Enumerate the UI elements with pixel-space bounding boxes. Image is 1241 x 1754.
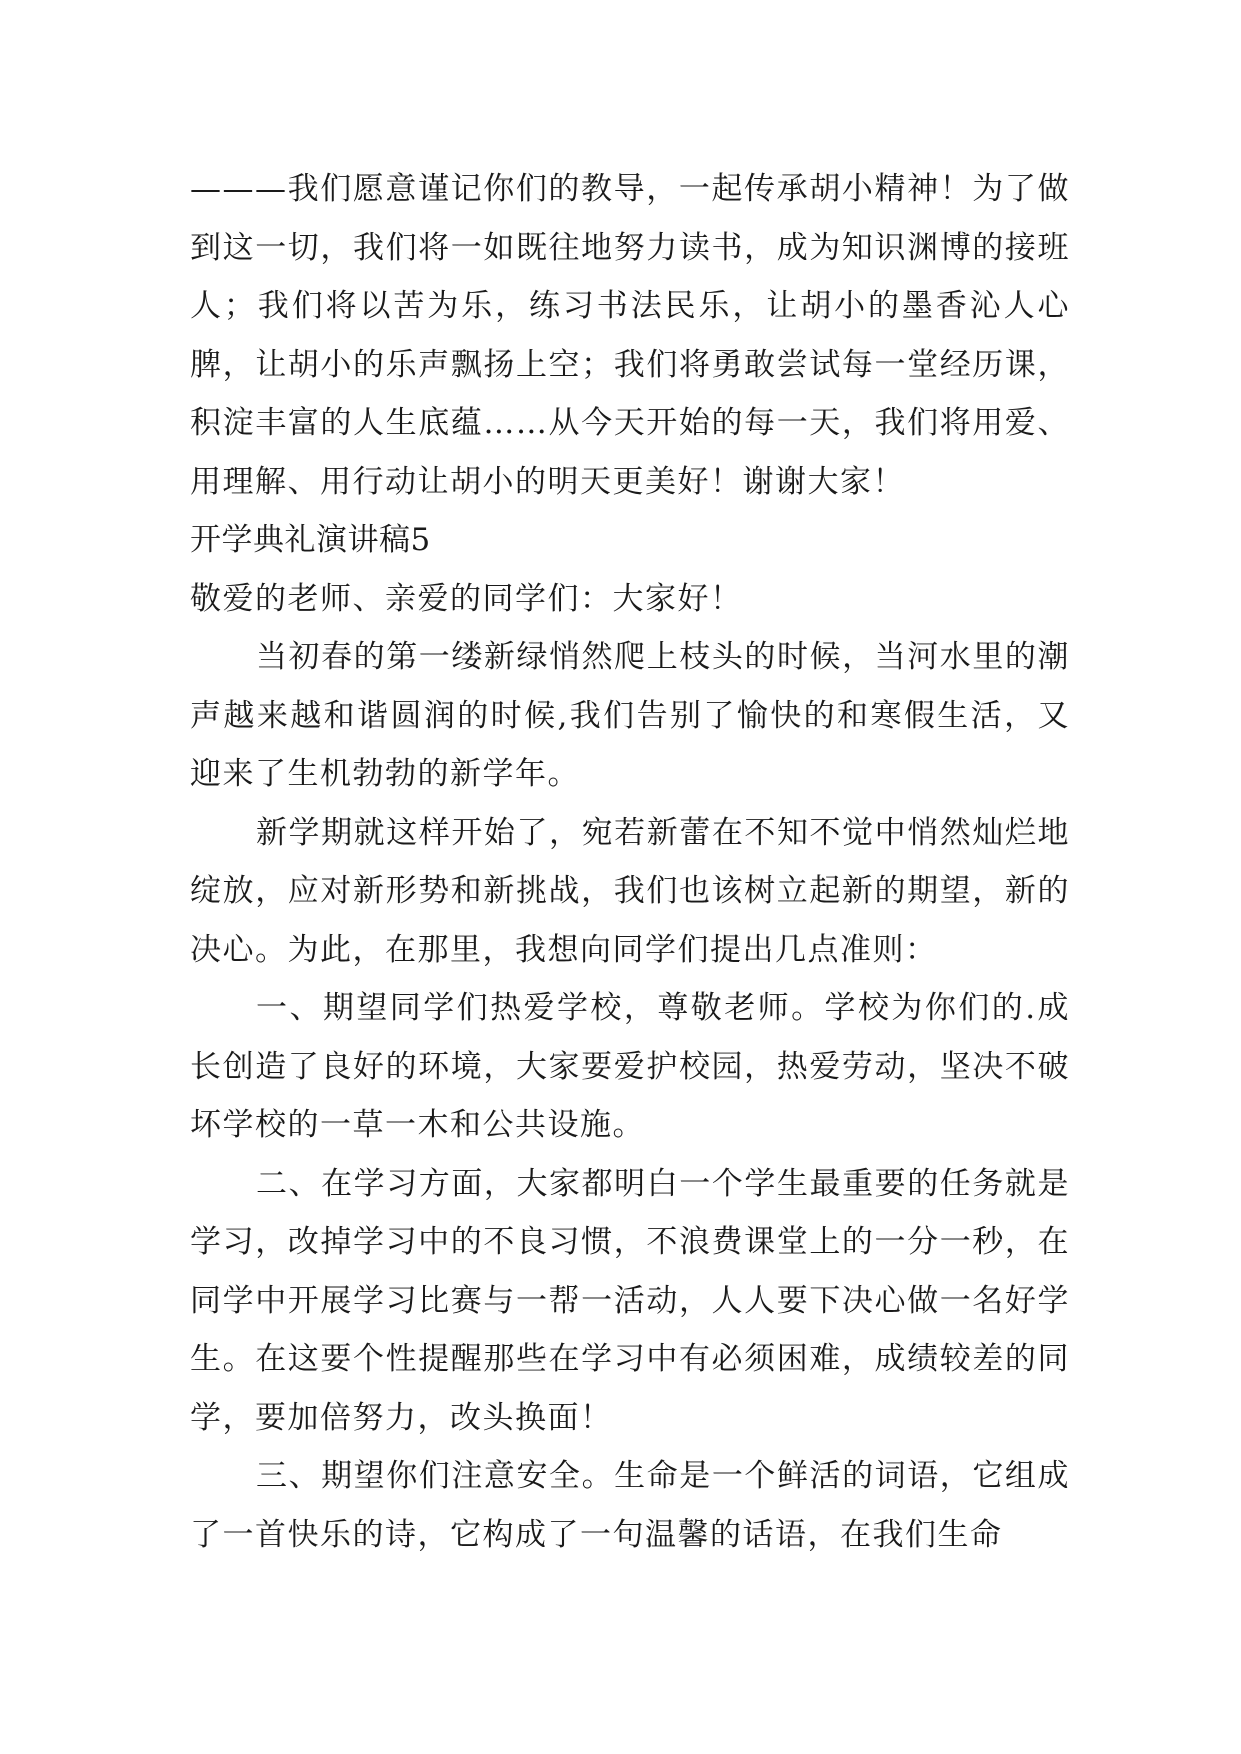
section-title: 开学典礼演讲稿5 — [190, 522, 431, 558]
body-paragraph-4: 二、在学习方面，大家都明白一个学生最重要的任务就是学习，改掉学习中的不良习惯，不浪费课堂上的一分一秒，在同学中开展学习比赛与一帮一活动，人人要下决心做一名好学生。在这要个性提醒那些在学习中有必须困难，成绩较差的同学，要加倍努力，改头换面！ — [190, 1165, 1070, 1436]
body-paragraph-3: 一、期望同学们热爱学校，尊敬老师。学校为你们的.成长创造了良好的环境，大家要爱护校园，热爱劳动，坚决不破坏学校的一草一木和公共设施。 — [190, 990, 1070, 1143]
document-body — [190, 160, 1070, 1564]
body-paragraph-5: 三、期望你们注意安全。生命是一个鲜活的词语，它组成了一首快乐的诗，它构成了一句温馨的话语，在我们生命 — [190, 1458, 1070, 1553]
closing-paragraph: ———我们愿意谨记你们的教导，一起传承胡小精神！为了做到这一切，我们将一如既往地努力读书，成为知识渊博的接班人；我们将以苦为乐，练习书法民乐，让胡小的墨香沁人心脾，让胡小的乐声飘扬上空；我们将勇敢尝试每一堂经历课，积淀丰富的人生底蕴……从今天开始的每一天，我们将用爱、用理解、用行动让胡小的明天更美好！谢谢大家！ — [190, 171, 1070, 500]
body-paragraph-2: 新学期就这样开始了，宛若新蕾在不知不觉中悄然灿烂地绽放，应对新形势和新挑战，我们也该树立起新的期望，新的决心。为此，在那里，我想向同学们提出几点准则： — [190, 814, 1070, 968]
body-paragraph-1: 当初春的第一缕新绿悄然爬上枝头的时候，当河水里的潮声越来越和谐圆润的时候,我们告别了愉快的和寒假生活，又迎来了生机勃勃的新学年。 — [190, 639, 1070, 792]
greeting-line: 敬爱的老师、亲爱的同学们：大家好！ — [190, 580, 743, 617]
